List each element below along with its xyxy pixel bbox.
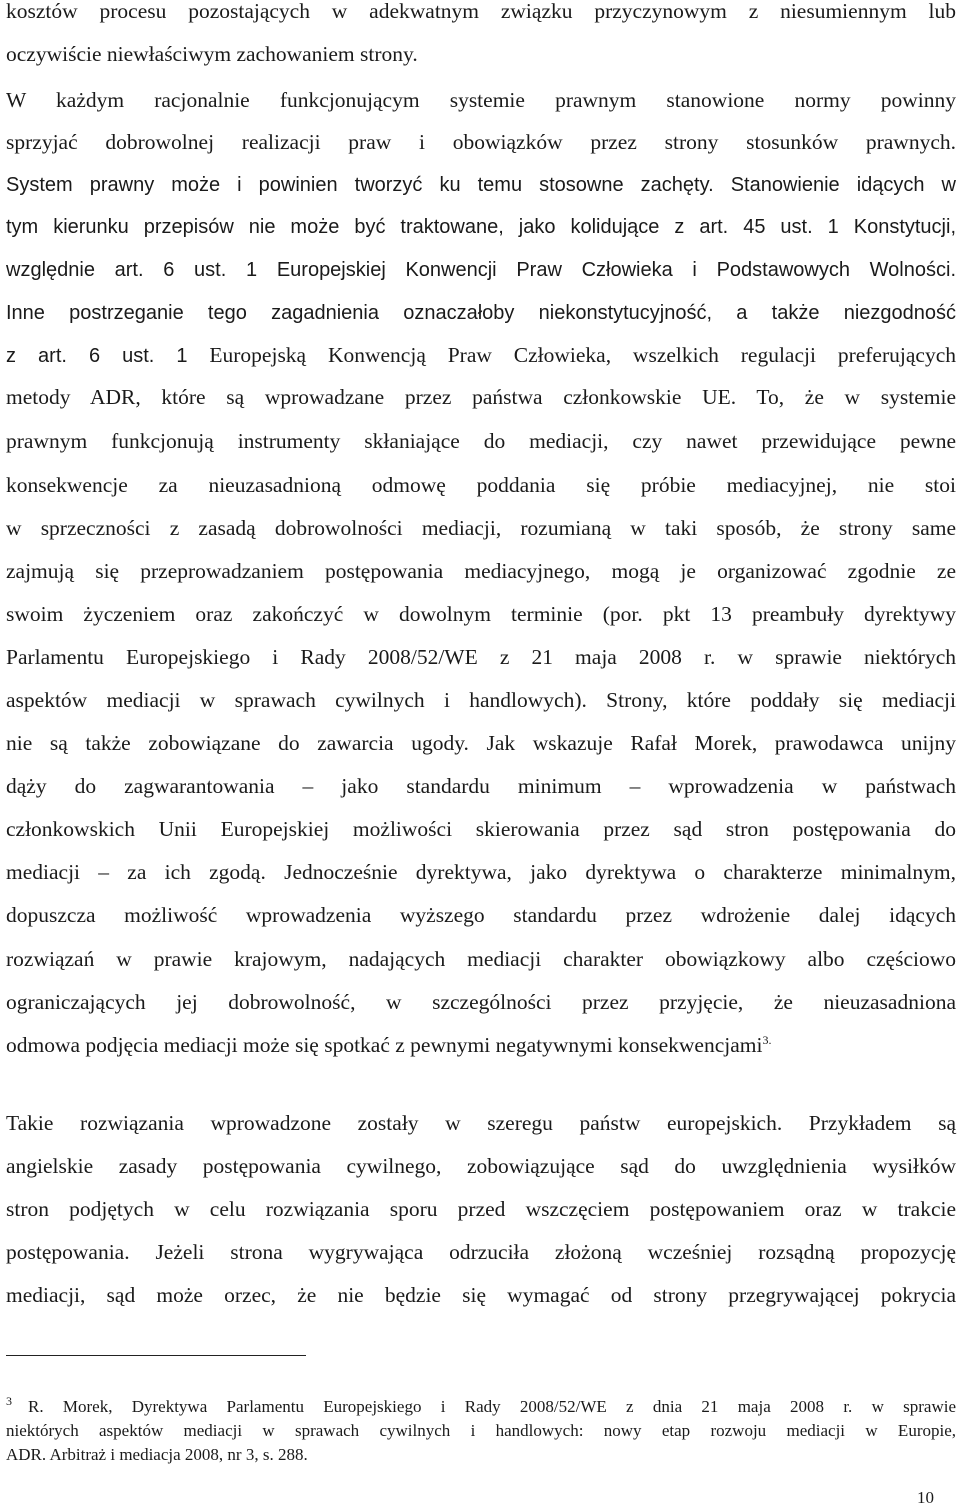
text-segment: Europejską Konwencją Praw Człowieka, wszelkich regulacji preferujących	[187, 343, 956, 367]
text-segment: Stanowienie idących w	[730, 174, 957, 196]
text-line: stron podjętych w celu rozwiązania sporu przed wszczęciem postępowaniem oraz w trakcie	[6, 1197, 956, 1221]
text-line: mediacji – za ich zgodą. Jednocześnie dyrektywa, jako dyrektywa o charakterze minimalnym,	[6, 860, 956, 884]
text-line: członkowskich Unii Europejskiej możliwości skierowania przez sąd stron postępowania do	[6, 817, 956, 841]
text-line: swoim życzeniem oraz zakończyć w dowolnym terminie (por. pkt 13 preambuły dyrektywy	[6, 602, 956, 626]
text-line: Parlamentu Europejskiego i Rady 2008/52/WE z 21 maja 2008 r. w sprawie niektórych	[6, 645, 956, 669]
text-line: względnie art. 6 ust. 1 Europejskiej Konwencji Praw Człowieka i Podstawowych Wolności.	[6, 259, 956, 281]
text-segment: z art. 6 ust. 1	[6, 345, 188, 367]
footnote-line: niektórych aspektów mediacji w sprawach cywilnych i handlowych: nowy etap rozwoju mediacji w Europie,	[6, 1421, 956, 1440]
text-line: W każdym racjonalnie funkcjonującym systemie prawnym stanowione normy powinny	[6, 88, 956, 112]
text-line: Inne postrzeganie tego zagadnienia oznaczałoby niekonstytucyjność, a także niezgodność	[6, 302, 956, 324]
text-line: angielskie zasady postępowania cywilnego, zobowiązujące sąd do uwzględnienia wysiłków	[6, 1154, 956, 1178]
text-line: Takie rozwiązania wprowadzone zostały w szeregu państw europejskich. Przykładem są	[6, 1111, 956, 1135]
footnote-reference: 3.	[762, 1032, 772, 1047]
text-line: mediacji, sąd może orzec, że nie będzie się wymagać od strony przegrywającej pokrycia	[6, 1283, 956, 1307]
footnote-marker: 3	[6, 1394, 12, 1409]
text-line: zajmują się przeprowadzaniem postępowania mediacyjnego, mogą je organizować zgodnie ze	[6, 559, 956, 583]
text-line: odmowa podjęcia mediacji może się spotkać z pewnymi negatywnymi konsekwencjami$^{3.}$	[6, 1032, 772, 1057]
text-line	[6, 170, 956, 199]
text-line: dąży do zagwarantowania – jako standardu minimum – wprowadzenia w państwach	[6, 774, 956, 798]
text-line: konsekwencje za nieuzasadnioną odmowę poddania się próbie mediacyjnej, nie stoi	[6, 473, 956, 497]
text-line: dopuszcza możliwość wprowadzenia wyższego standardu przez wdrożenie dalej idących	[6, 903, 956, 927]
footnote-separator	[6, 1355, 306, 1356]
text-line: nie są także zobowiązane do zawarcia ugody. Jak wskazuje Rafał Morek, prawodawca unijny	[6, 731, 956, 755]
text-line: tym kierunku przepisów nie może być traktowane, jako kolidujące z art. 45 ust. 1 Konstytucji,	[6, 216, 956, 238]
page-number: 10	[917, 1488, 934, 1507]
text-line: prawnym funkcjonują instrumenty skłaniające do mediacji, czy nawet przewidujące pewne	[6, 429, 956, 453]
footnote-line	[6, 1396, 956, 1418]
text-line: aspektów mediacji w sprawach cywilnych i handlowych). Strony, które poddały się mediacji	[6, 688, 956, 712]
text-line: postępowania. Jeżeli strona wygrywająca odrzuciła złożoną wcześniej rozsądną propozycję	[6, 1240, 956, 1264]
text-line: kosztów procesu pozostających w adekwatnym związku przyczynowym z niesumiennym lub	[6, 0, 956, 23]
footnote-line: ADR. Arbitraż i mediacja 2008, nr 3, s. 288.	[6, 1445, 308, 1464]
text-line: rozwiązań w prawie krajowym, nadających mediacji charakter obowiązkowy albo częściowo	[6, 947, 956, 971]
text-line: sprzyjać dobrowolnej realizacji praw i obowiązków przez strony stosunków prawnych.	[6, 130, 956, 154]
text-line: w sprzeczności z zasadą dobrowolności mediacji, rozumianą w taki sposób, że strony same	[6, 516, 956, 540]
footnote-text: R. Morek, Dyrektywa Parlamentu Europejskiego i Rady 2008/52/WE z dnia 21 maja 2008 r. w sprawie	[28, 1397, 956, 1416]
text-line: oczywiście niewłaściwym zachowaniem strony.	[6, 42, 418, 66]
text-line: metody ADR, które są wprowadzane przez państwa członkowskie UE. To, że w systemie	[6, 385, 956, 409]
text-line	[6, 341, 956, 370]
text-segment: System prawny może i powinien tworzyć ku temu stosowne zachęty.	[6, 174, 731, 196]
text-line: ograniczających jej dobrowolność, w szczególności przez przyjęcie, że nieuzasadniona	[6, 990, 956, 1014]
